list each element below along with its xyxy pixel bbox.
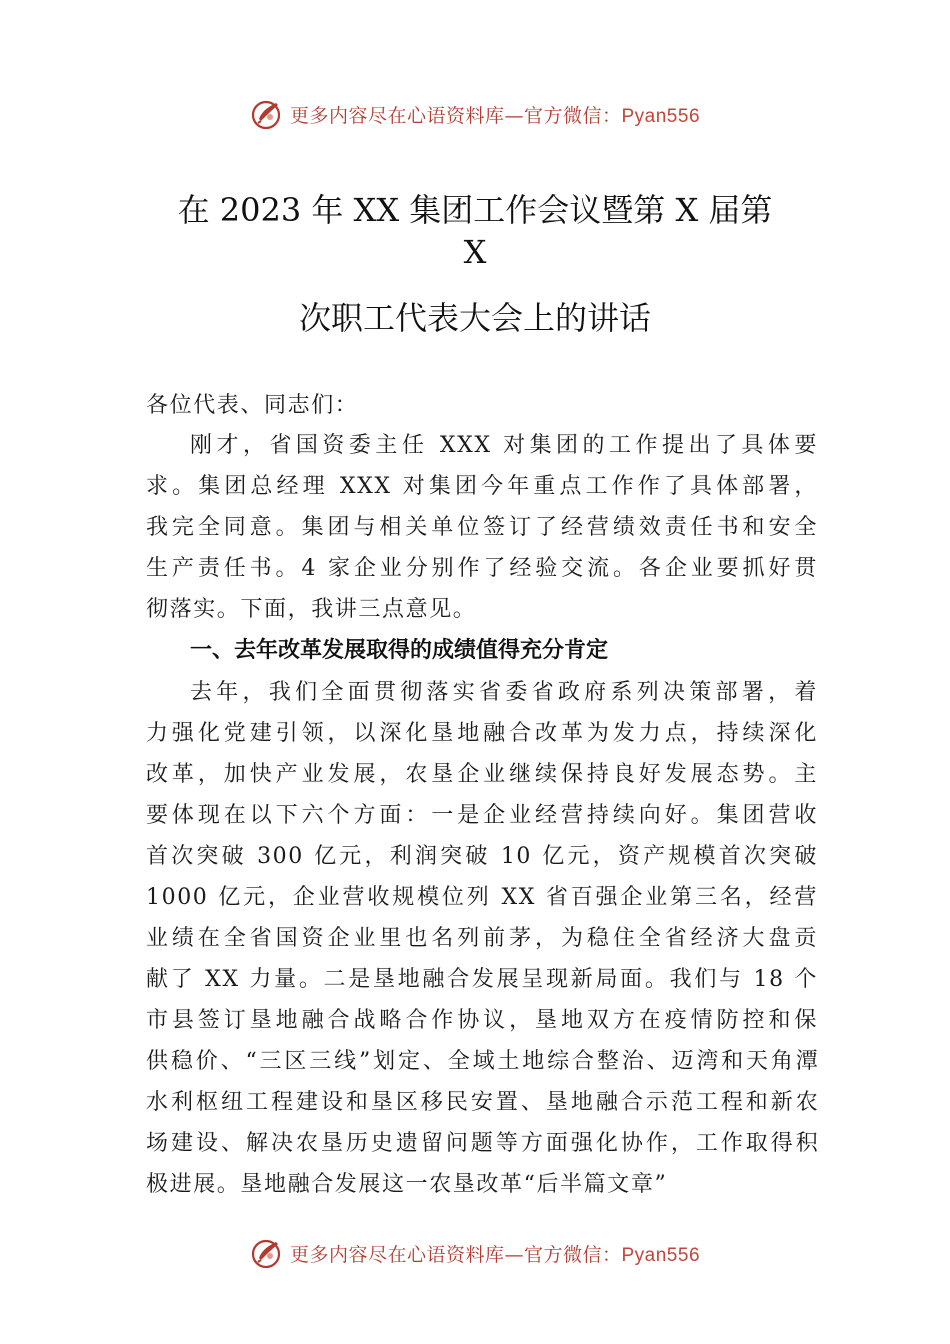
watermark-wechat-id: Pyan556 — [621, 105, 701, 127]
paragraph-1-line: 彻落实。下面，我讲三点意见。 — [146, 597, 477, 622]
pen-logo-icon — [250, 97, 284, 131]
document-title-line-1: 在 2023 年 XX 集团工作会议暨第 X 届第 — [177, 191, 773, 229]
paragraph-2-line: 供稳价、“三区三线”划定、全域土地综合整治、迈湾和天角潭 — [146, 1049, 818, 1074]
section-heading-1: 一、去年改革发展取得的成绩值得充分肯定 — [190, 638, 609, 663]
paragraph-2-line: 力强化党建引领，以深化垦地融合改革为发力点，持续深化 — [146, 721, 818, 746]
watermark-text: 更多内容尽在心语资料库—官方微信：Pyan556 — [289, 1243, 701, 1266]
paragraph-2-line: 场建设、解决农垦历史遗留问题等方面强化协作，工作取得积 — [146, 1131, 818, 1156]
pen-logo-icon — [250, 1236, 284, 1270]
paragraph-2-line: 水利枢纽工程建设和垦区移民安置、垦地融合示范工程和新农 — [146, 1090, 818, 1115]
watermark-text: 更多内容尽在心语资料库—官方微信：Pyan556 — [289, 104, 701, 127]
paragraph-2-line: 1000 亿元，企业营收规模位列 XX 省百强企业第三名，经营 — [146, 885, 818, 910]
paragraph-2-line: 献了 XX 力量。二是垦地融合发展呈现新局面。我们与 18 个 — [146, 967, 818, 992]
paragraph-1-line: 我完全同意。集团与相关单位签订了经营绩效责任书和安全 — [146, 515, 818, 540]
paragraph-2-line: 市县签订垦地融合战略合作协议，垦地双方在疫情防控和保 — [146, 1008, 818, 1033]
watermark-wechat-id: Pyan556 — [621, 1244, 701, 1266]
paragraph-1-line: 生产责任书。4 家企业分别作了经验交流。各企业要抓好贯 — [146, 556, 818, 581]
paragraph-1-line: 求。集团总经理 XXX 对集团今年重点工作作了具体部署， — [146, 474, 818, 499]
paragraph-2-line: 业绩在全省国资企业里也名列前茅，为稳住全省经济大盘贡 — [146, 926, 818, 951]
paragraph-2-line: 要体现在以下六个方面：一是企业经营持续向好。集团营收 — [146, 803, 818, 828]
watermark-bottom — [0, 1233, 950, 1273]
document-title-line-2: X — [463, 233, 487, 271]
paragraph-2-line: 改革，加快产业发展，农垦企业继续保持良好发展态势。主 — [146, 762, 818, 787]
document-title-line-3: 次职工代表大会上的讲话 — [298, 299, 651, 337]
paragraph-2-line: 首次突破 300 亿元，利润突破 10 亿元，资产规模首次突破 — [146, 844, 818, 869]
paragraph-2-line: 去年，我们全面贯彻落实省委省政府系列决策部署，着 — [190, 680, 818, 705]
watermark-top — [0, 94, 950, 134]
paragraph-2-line: 极进展。垦地融合发展这一农垦改革“后半篇文章” — [146, 1172, 668, 1197]
salutation: 各位代表、同志们： — [146, 393, 359, 418]
paragraph-1-line: 刚才，省国资委主任 XXX 对集团的工作提出了具体要 — [190, 433, 818, 458]
